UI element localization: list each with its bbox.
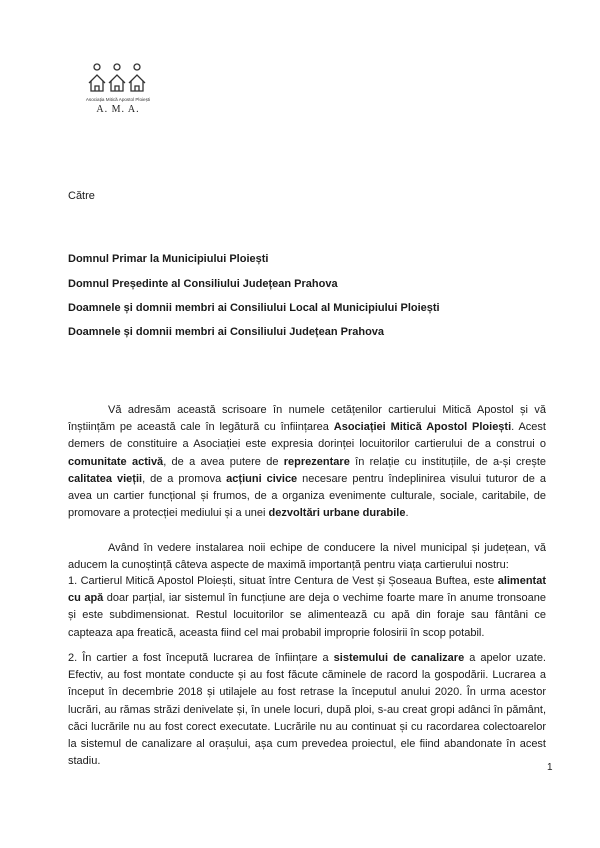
recipient-line: Doamnele și domnii membri ai Consiliului Județean Prahova xyxy=(68,326,385,338)
organization-logo xyxy=(72,62,164,122)
paragraph-sewage-system: 2. În cartier a fost începută lucrarea de înființare a sistemului de canalizare a apelor uzate. Efectiv, au fost montate conducte și au fost făcute căminele de racord la gospodării. Lucrarea a început în decembrie 2018 și utilajele au fost retrase la începutul anului 2020. În urma acestor lucrări, au rămas străzi denivelate și, în unele locuri, după ploi, s-au creat gropi adânci în pământ, căci lucrările nu au fost corect executate. Lucrările nu au continuat și cu racordarea colectoarelor la sistemul de canalizare al orașului, așa cum prevedea proiectul, ele fiind abandonate în acest stadiu. xyxy=(68,652,546,768)
paragraph-water-supply: 1. Cartierul Mitică Apostol Ploiești, situat între Centura de Vest și Șoseaua Buftea, este alimentat cu apă doar parțial, iar sistemul în funcțiune are deja o vechime foarte mare în anume tronsoane și este subdimensionat. Restul locuitorilor se alimentează cu apă din foraje sau fântâni ce capteaza apa freatică, aceasta fiind cel mai probabil improprie folosirii în scop potabil. xyxy=(68,575,546,639)
page-number: 1 xyxy=(547,762,553,773)
recipient-line: Doamnele și domnii membri ai Consiliului Local al Municipiului Ploiești xyxy=(68,302,440,314)
logo-abbreviation: A. M. A. xyxy=(96,104,140,115)
logo-organization-name: Asociația Mitică Apostol Ploiești xyxy=(85,97,151,102)
people-houses-icon xyxy=(86,62,148,96)
addressee-label: Către xyxy=(68,190,95,202)
paragraph-context: Având în vedere instalarea noii echipe de conducere la nivel municipal și județean, vă aducem la cunoștință câteva aspecte de maximă importanță pentru viața cartierului nostru: xyxy=(68,542,546,572)
recipient-line: Domnul Primar la Municipiului Ploiești xyxy=(68,253,269,265)
paragraph-intro: Vă adresăm această scrisoare în numele cetățenilor cartierului Mitică Apostol și vă înștiințăm pe această cale în legătură cu înființarea Asociației Mitică Apostol Ploiești. Acest demers de constituire a Asociației este expresia dorinței locuitorilor cartierului de a construi o comunitate activă, de a avea putere de reprezentare în relație cu instituțiile, de a-și crește calitatea vieții, de a promova acțiuni civice necesare pentru îndeplinirea visului tuturor de a avea un cartier funcțional și frumos, de a organiza evenimente culturale, sociale, caritabile, de promovare a protecției mediului și a unei dezvoltări urbane durabile. xyxy=(68,404,547,520)
recipient-line: Domnul Președinte al Consiliului Județean Prahova xyxy=(68,278,338,290)
